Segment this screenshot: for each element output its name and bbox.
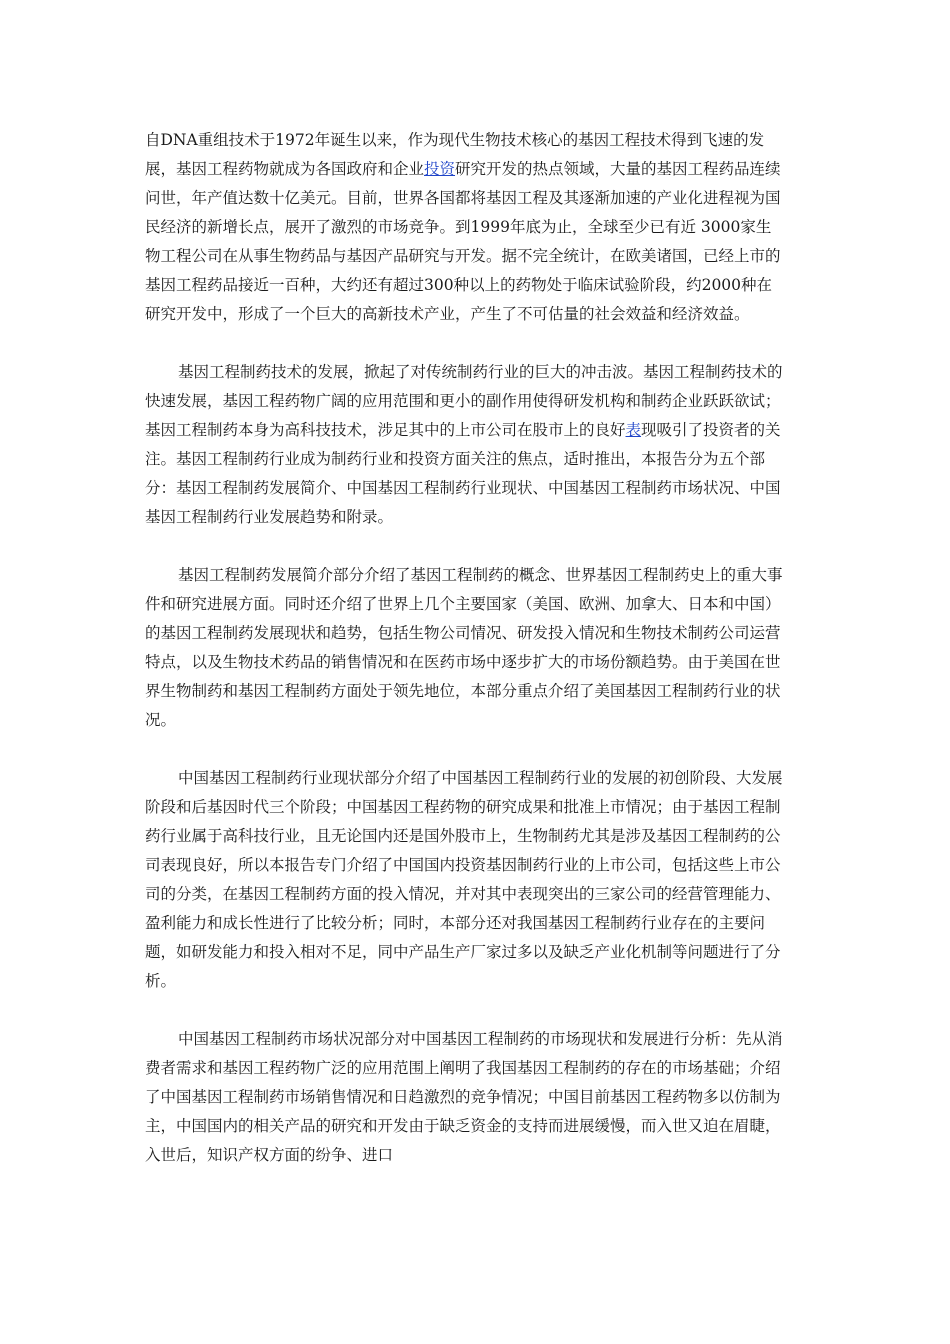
paragraph-china-market: 中国基因工程制药市场状况部分对中国基因工程制药的市场现状和发展进行分析：先从消费者需求和基因工程药物广泛的应用范围上阐明了我国基因工程制药的存在的市场基础；介绍了中国基因工程制药市场销售情况和日趋激烈的竞争情况；中国目前基因工程药物多以仿制为主，中国国内的相关产品的研究和开发由于缺乏资金的支持而进展缓慢，而入世又迫在眉睫，入世后，知识产权方面的纷争、进口 [145, 1030, 783, 1164]
document-page [145, 126, 785, 1199]
paragraph-intro [145, 126, 785, 329]
performance-link[interactable]: 表 [625, 421, 642, 439]
paragraph-impact-text-b: 现吸引了投资者的关注。基因工程制药行业成为制药行业和投资方面关注的焦点，适时推出，本报告分为五个部分：基因工程制药发展简介、中国基因工程制药行业现状、中国基因工程制药市场状况、中国基因工程制药行业发展趋势和附录。 [145, 421, 781, 526]
paragraph-impact [145, 358, 785, 532]
paragraph-china-industry: 中国基因工程制药行业现状部分介绍了中国基因工程制药行业的发展的初创阶段、大发展阶段和后基因时代三个阶段；中国基因工程药物的研究成果和批准上市情况；由于基因工程制药行业属于高科技行业，且无论国内还是国外股市上，生物制药尤其是涉及基因工程制药的公司表现良好，所以本报告专门介绍了中国国内投资基因制药行业的上市公司，包括这些上市公司的分类，在基因工程制药方面的投入情况，并对其中表现突出的三家公司的经营管理能力、盈利能力和成长性进行了比较分析；同时，本部分还对我国基因工程制药行业存在的主要问题，如研发能力和投入相对不足，同中产品生产厂家过多以及缺乏产业化机制等问题进行了分析。 [145, 769, 783, 990]
paragraph-impact-text-a: 基因工程制药技术的发展，掀起了对传统制药行业的巨大的冲击波。基因工程制药技术的快速发展，基因工程药物广阔的应用范围和更小的副作用使得研发机构和制药企业跃跃欲试；基因工程制药本身为高科技技术，涉足其中的上市公司在股市上的良好 [145, 363, 783, 439]
paragraph-intro-text-a: 自DNA重组技术于1972年诞生以来，作为现代生物技术核心的基因工程技术得到飞速的发展，基因工程药物就成为各国政府和企业 [145, 131, 765, 178]
paragraph-overview: 基因工程制药发展简介部分介绍了基因工程制药的概念、世界基因工程制药史上的重大事件和研究进展方面。同时还介绍了世界上几个主要国家（美国、欧洲、加拿大、日本和中国）的基因工程制药发展现状和趋势，包括生物公司情况、研发投入情况和生物技术制药公司运营特点，以及生物技术药品的销售情况和在医药市场中逐步扩大的市场份额趋势。由于美国在世界生物制药和基因工程制药方面处于领先地位，本部分重点介绍了美国基因工程制药行业的状况。 [145, 566, 783, 729]
paragraph-intro-text-b: 研究开发的热点领域，大量的基因工程药品连续问世，年产值达数十亿美元。目前，世界各国都将基因工程及其逐渐加速的产业化进程视为国民经济的新增长点，展开了激烈的市场竞争。到1999年底为止，全球至少已有近 3000家生物工程公司在从事生物药品与基因产品研究与开发。据不完全统计，在欧美诸国，已经上市的基因工程药品接近一百种，大约还有超过300种以上的药物处于临床试验阶段，约2000种在研究开发中，形成了一个巨大的高新技术产业，产生了不可估量的社会效益和经济效益。 [145, 160, 781, 323]
investment-link[interactable]: 投资 [424, 160, 456, 178]
